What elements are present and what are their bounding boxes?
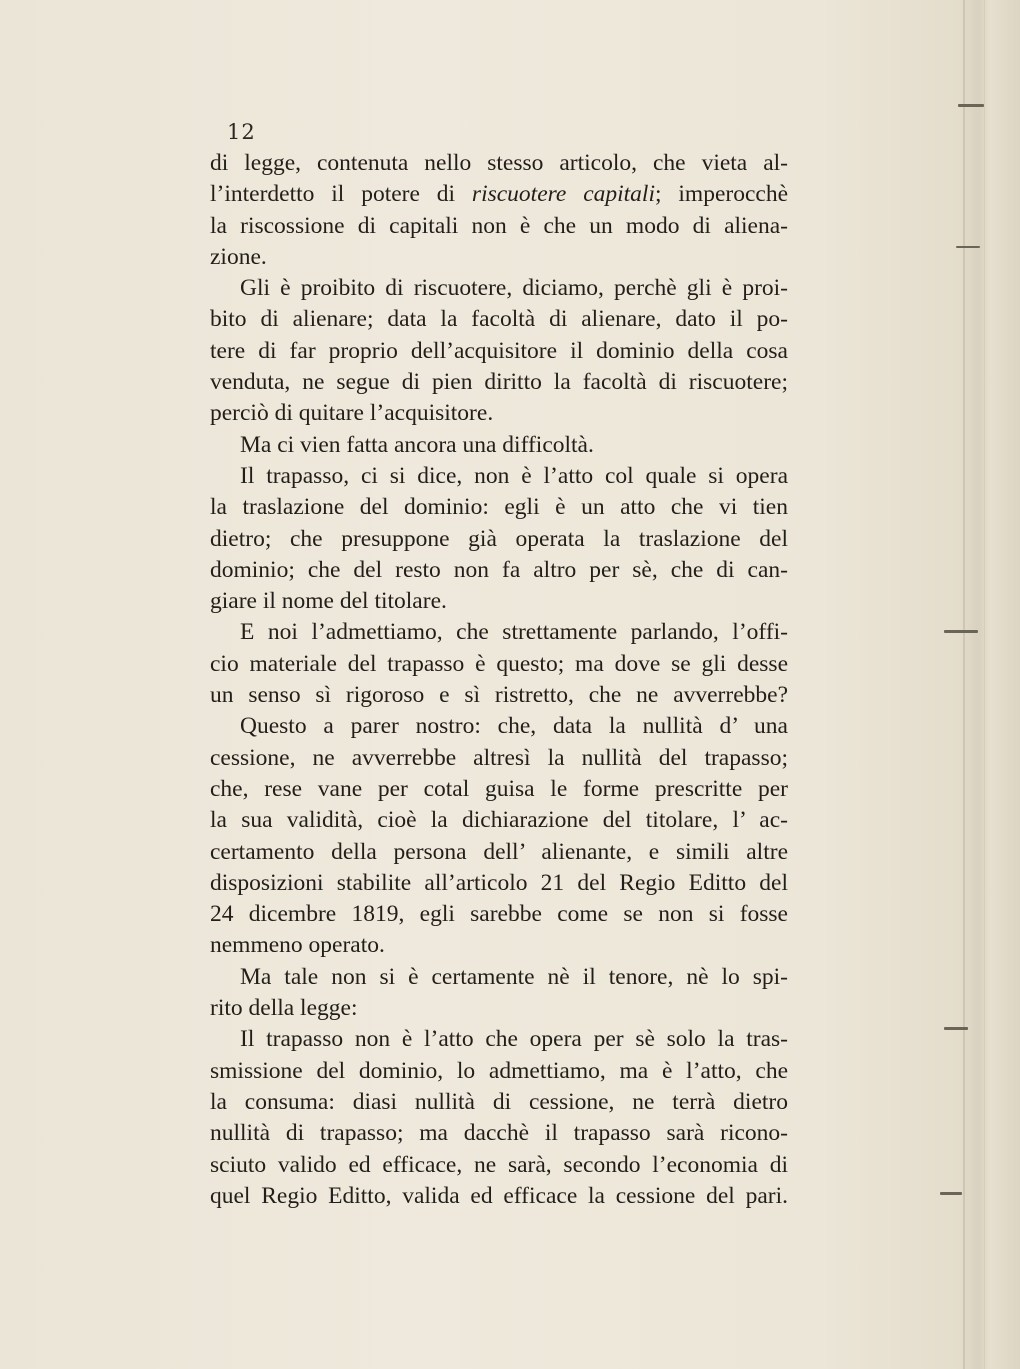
text-line: Il trapasso, ci si dice, non è l’atto col quale si opera [240, 462, 788, 489]
text-line: rito della legge: [210, 995, 358, 1022]
text-line: smissione del dominio, lo admettiamo, ma è l’atto, che [210, 1057, 788, 1084]
text-line: la riscossione di capitali non è che un modo di aliena- [210, 212, 788, 239]
text-line: giare il nome del titolare. [210, 588, 447, 615]
binding-mark [944, 630, 978, 633]
binding-mark [944, 1027, 968, 1030]
page-edge [963, 0, 965, 1369]
text-line: Ma tale non si è certamente nè il tenore, nè lo spi- [240, 963, 788, 990]
text-line: zione. [210, 243, 267, 270]
text-line: Il trapasso non è l’atto che opera per sè solo la tras- [240, 1026, 788, 1053]
text-line: la traslazione del dominio: egli è un atto che vi tien [210, 494, 788, 521]
text-line: Gli è proibito di riscuotere, diciamo, perchè gli è proi- [240, 275, 788, 302]
binding-mark [956, 246, 980, 248]
text-line: di legge, contenuta nello stesso articolo, che vieta al- [210, 150, 788, 176]
text-line: disposizioni stabilite all’articolo 21 del Regio Editto del [210, 869, 788, 896]
text-line: venduta, ne segue di pien diritto la facoltà di riscuotere; [210, 369, 788, 396]
page-edge [984, 0, 985, 1369]
text-span: l’interdetto il potere di [210, 181, 472, 208]
text-line: sciuto valido ed efficace, ne sarà, secondo l’economia di [210, 1151, 788, 1178]
text-line: nullità di trapasso; ma dacchè il trapasso sarà ricono- [210, 1120, 788, 1147]
text-span: ; imperocchè [655, 181, 788, 208]
text-line: perciò di quitare l’acquisitore. [210, 400, 494, 427]
text-line: la consuma: diasi nullità di cessione, ne terrà dietro [210, 1088, 788, 1115]
text-line: 24 dicembre 1819, egli sarebbe come se non si fosse [210, 901, 788, 928]
text-line: dietro; che presuppone già operata la traslazione del [210, 525, 788, 552]
text-line: cio materiale del trapasso è questo; ma dove se gli desse [210, 650, 788, 677]
binding-mark [940, 1192, 962, 1195]
text-line: cessione, ne avverrebbe altresì la nullità del trapasso; [210, 744, 788, 771]
text-line: certamento della persona dell’ alienante, e simili altre [210, 838, 788, 865]
text-line: E noi l’admettiamo, che strettamente parlando, l’offi- [240, 619, 788, 646]
text-line: nemmeno operato. [210, 932, 385, 959]
text-line: quel Regio Editto, valida ed efficace la cessione del pari. [210, 1182, 788, 1209]
body-text [210, 148, 788, 1212]
text-line [210, 179, 788, 210]
text-line: che, rese vane per cotal guisa le forme prescritte per [210, 775, 788, 802]
text-line: un senso sì rigoroso e sì ristretto, che ne avverrebbe? [210, 682, 788, 709]
text-line: la sua validità, cioè la dichiarazione del titolare, l’ ac- [210, 807, 788, 834]
text-line: Ma ci vien fatta ancora una difficoltà. [240, 431, 594, 458]
page-number: 12 [227, 120, 256, 144]
italic-text-span: riscuotere capitali [471, 181, 655, 208]
text-line: Questo a parer nostro: che, data la nullità d’ una [240, 713, 788, 740]
binding-mark [958, 104, 984, 107]
text-line: bito di alienare; data la facoltà di alienare, dato il po- [210, 306, 788, 333]
text-line: tere di far proprio dell’acquisitore il dominio della cosa [210, 337, 788, 364]
text-line: dominio; che del resto non fa altro per sè, che di can- [210, 556, 788, 583]
